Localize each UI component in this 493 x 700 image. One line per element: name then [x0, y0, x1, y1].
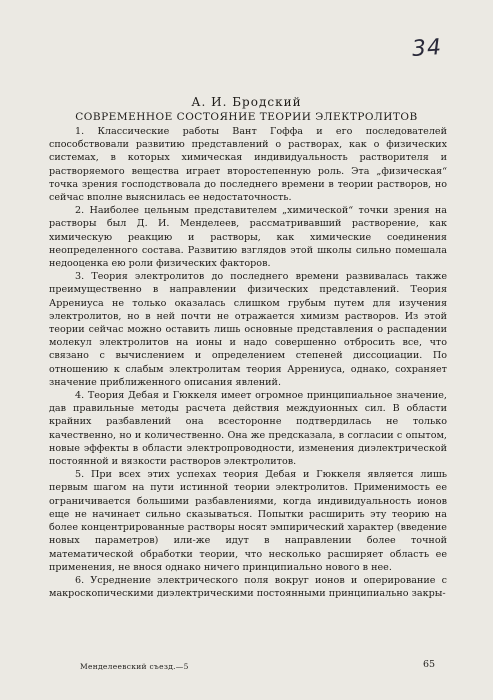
paragraph-5: 5. При всех этих успехах теория Дебая и Гюккеля является лишь первым шагом на пути истинной теории электролитов. Применимость ее ограничивается большими разбавлениями, когда индивидуальность ионов еще не начинает сильно сказываться. Попытки расширить эту теорию на более концентрированные растворы носят эмпирический характер (введение новых параметров) или-же идут в направлении более точной математической обработки теории, что несколько расширяет область ее применения, не внося однако ничего принципиально нового в нее.: [49, 469, 447, 573]
paragraph-4: 4. Теория Дебая и Гюккеля имеет огромное принципиальное значение, дав правильные методы расчета действия междуионных сил. В области крайних разбавлений она всесторонне подтвердилась не только качественно, но и количественно. Она же предсказала, в согласии с опытом, новые эффекты в области электропроводности, изменения диэлектрической постоянной и вязкости растворов электролитов.: [49, 390, 447, 468]
footer-signature: Менделеевский съезд.—5: [80, 662, 189, 671]
paragraph-6: 6. Усреднение электрического поля вокруг ионов и оперирование с макроскопическими диэлектрическими постоянными принципиально закры-: [49, 574, 447, 600]
author-name: А. И. Бродский: [191, 95, 302, 109]
page-number: 65: [423, 659, 436, 670]
paragraph-1: 1. Классические работы Вант Гоффа и его последователей способствовали развитию представлений о растворах, как о физических системах, в которых химическая индивидуальность растворителя и растворяемого вещества играет второстепенную роль. Эта „физическая“ точка зрения господствовала до последнего времени в теории растворов, но сейчас вполне выяснилась ее недостаточность.: [49, 126, 447, 204]
article-body: [49, 125, 447, 600]
paragraph-2: 2. Наиболее цельным представителем „химической“ точки зрения на растворы был Д. И. Менделеев, рассматривавший растворение, как химическую реакцию и растворы, как химические соединения неопределенного состава. Развитию взглядов этой школы сильно помешала недооценка ею роли физических факторов.: [49, 205, 447, 270]
article-title: СОВРЕМЕННОЕ СОСТОЯНИЕ ТЕОРИИ ЭЛЕКТРОЛИТОВ: [75, 111, 418, 123]
paragraph-3: 3. Теория электролитов до последнего времени развивалась также преимущественно в направлении физических представлений. Теория Аррениуса не только оказалась слишком грубым путем для изучения электролитов, но в ней почти не отражается химизм растворов. Из этой теории сейчас можно оставить лишь основные представления о распадении молекул электролитов на ионы и надо совершенно отбросить все, что связано с вычислением и определением степеней диссоциации. По отношению к слабым электролитам теория Аррениуса, однако, сохраняет значение приближенного описания явлений.: [49, 271, 447, 388]
handwritten-page-number: 34: [411, 34, 443, 63]
